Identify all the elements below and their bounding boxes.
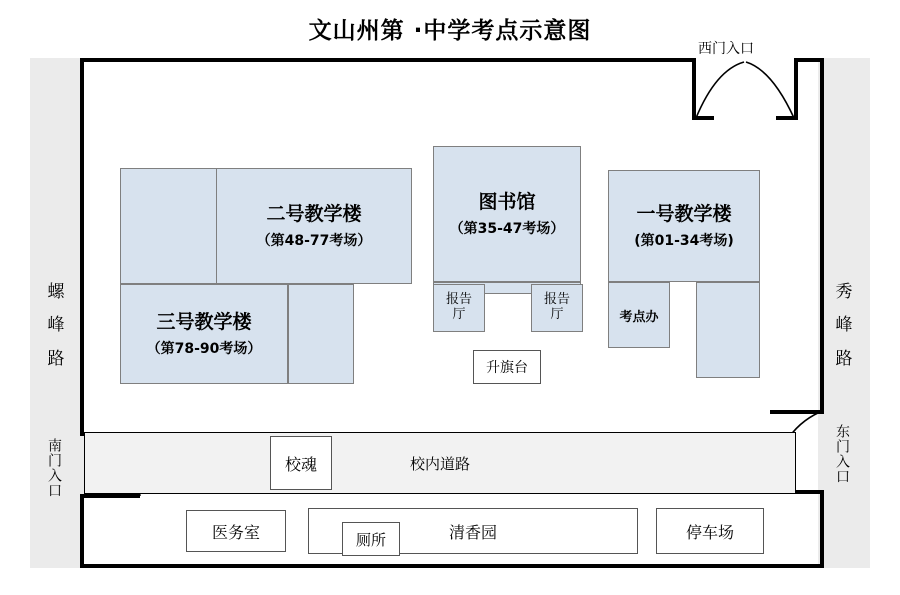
road-right-char-3: 路 — [835, 348, 855, 369]
building-teaching-1-name: 一号教学楼 — [636, 202, 732, 225]
toilet-box[interactable] — [342, 522, 400, 556]
clinic-box[interactable] — [186, 510, 286, 552]
wall-west-gate-jamb-left — [692, 58, 696, 120]
building-library-name: 图书馆 — [478, 190, 536, 213]
flag-platform-label: 升旗台 — [486, 360, 528, 376]
road-left-char-2: 峰 — [47, 315, 67, 336]
south-west-entrance-label: 南门入口 — [46, 438, 62, 498]
building-teaching-3[interactable] — [120, 284, 288, 384]
building-teaching-3-name: 三号教学楼 — [156, 310, 252, 333]
building-library[interactable] — [433, 146, 581, 282]
report-hall-right[interactable] — [531, 284, 583, 332]
wall-left-lower — [80, 498, 84, 568]
wall-west-gate-sill-left — [692, 116, 714, 120]
building-teaching-2-annex[interactable] — [120, 168, 218, 284]
road-right-label — [824, 282, 866, 370]
page-title: 文山州第 ·中学考点示意图 — [308, 18, 592, 44]
wall-east-gate-sill-top — [770, 410, 824, 414]
school-spirit-label: 校魂 — [284, 454, 317, 474]
wall-left-upper — [80, 58, 84, 432]
building-teaching-1-rooms: (第01-34考场) — [634, 233, 734, 250]
parking-label: 停车场 — [685, 522, 734, 542]
building-teaching-1-right-wing[interactable] — [696, 282, 760, 378]
campus-road — [84, 432, 796, 494]
school-spirit-box[interactable] — [270, 436, 332, 490]
wall-sw-gate-sill-bottom — [80, 494, 140, 498]
garden-label: 清香园 — [448, 522, 497, 542]
building-teaching-2-name: 二号教学楼 — [266, 202, 362, 225]
road-left-char-3: 路 — [47, 348, 67, 369]
wall-bottom — [80, 564, 824, 568]
building-teaching-2-rooms: （第48-77考场） — [256, 233, 372, 250]
wall-west-gate-sill-right — [776, 116, 798, 120]
report-hall-left-label: 报告厅 — [446, 292, 473, 322]
report-hall-right-label: 报告厅 — [544, 292, 571, 322]
flag-platform[interactable] — [473, 350, 541, 384]
campus-road-label: 校内道路 — [409, 454, 470, 473]
road-left-char-1: 螺 — [47, 282, 67, 302]
report-hall-left[interactable] — [433, 284, 485, 332]
road-right-char-1: 秀 — [835, 282, 855, 302]
building-teaching-2[interactable] — [216, 168, 412, 284]
building-library-rooms: （第35-47考场） — [449, 221, 565, 238]
west-entrance-label: 西门入口 — [698, 41, 754, 57]
wall-west-gate-jamb-right — [794, 58, 798, 120]
building-teaching-1[interactable] — [608, 170, 760, 282]
road-right-char-2: 峰 — [835, 315, 855, 336]
building-teaching-1-left-wing[interactable] — [608, 282, 670, 348]
wall-top-left — [80, 58, 692, 62]
road-left-label — [36, 282, 78, 370]
wall-right-lower — [820, 494, 824, 568]
building-teaching-3-rooms: （第78-90考场） — [146, 341, 262, 358]
building-teaching-3-annex[interactable] — [288, 284, 354, 384]
toilet-label: 厕所 — [355, 530, 386, 549]
east-entrance-label: 东门入口 — [834, 424, 850, 484]
clinic-label: 医务室 — [211, 522, 260, 542]
exam-office-label: 考点办 — [619, 309, 659, 325]
parking-box[interactable] — [656, 508, 764, 554]
wall-right-upper — [820, 58, 824, 410]
